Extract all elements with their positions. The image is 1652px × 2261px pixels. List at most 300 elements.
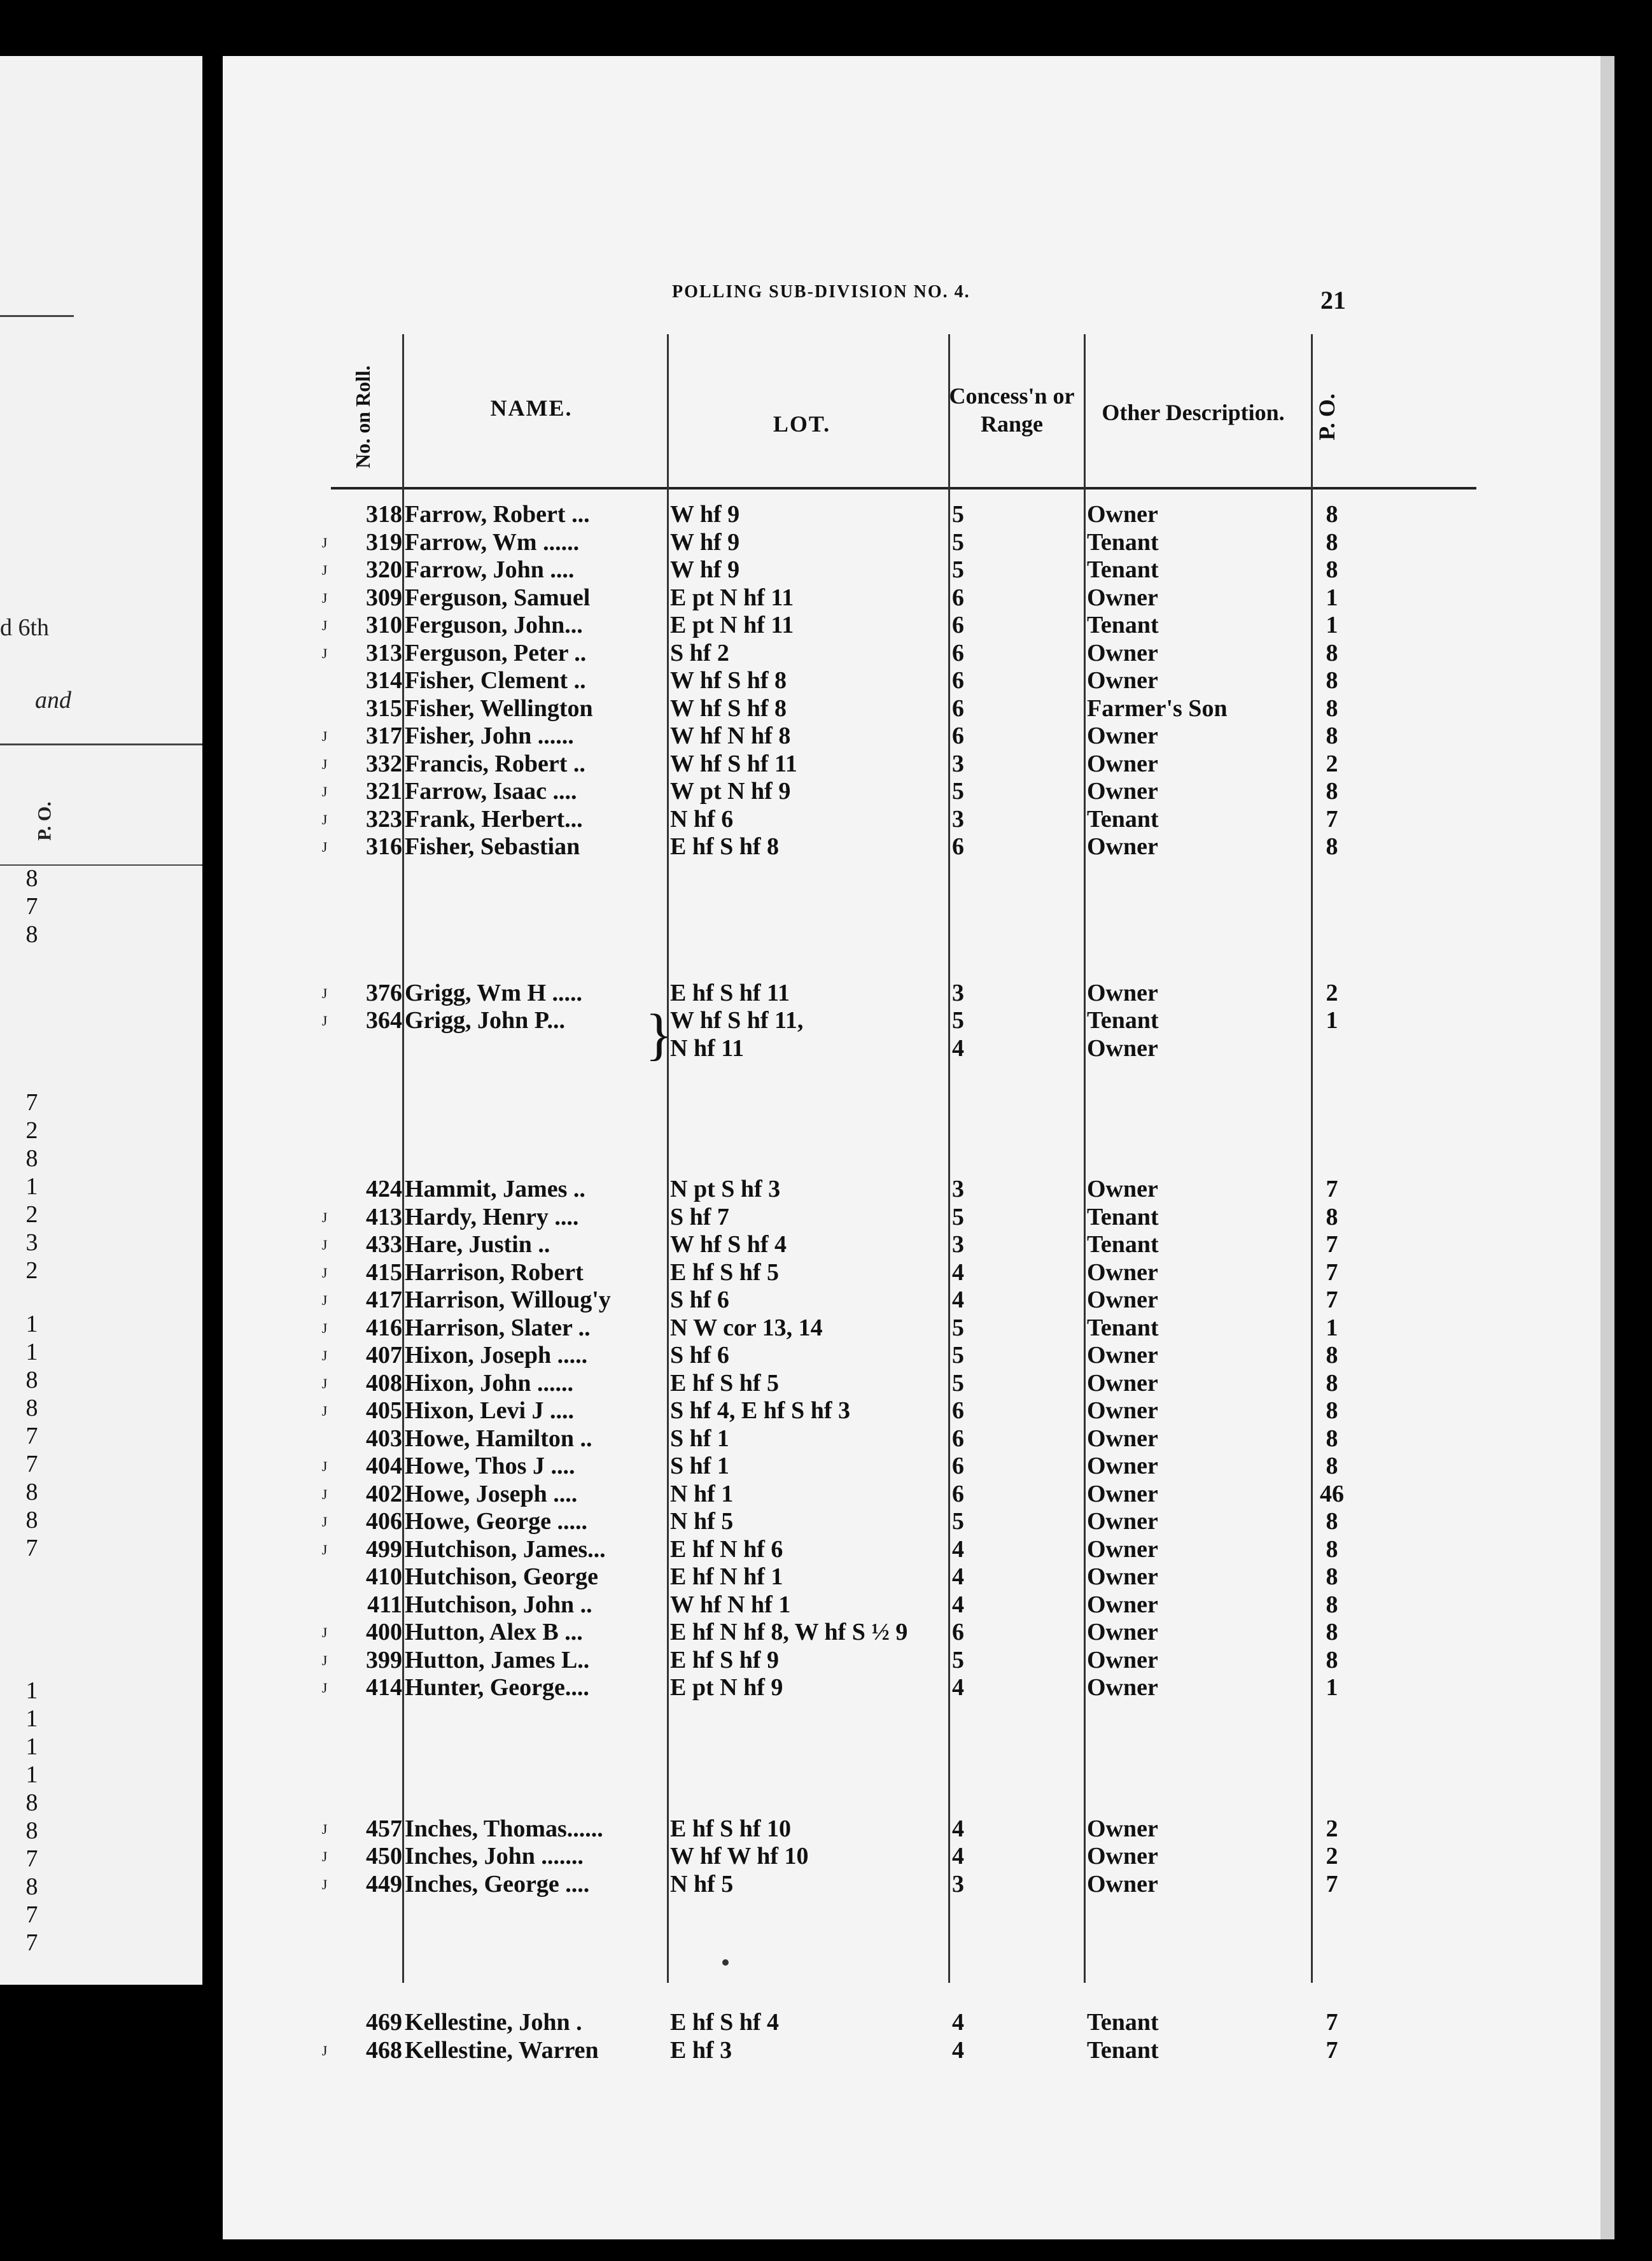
- po-cell: 8: [1326, 1342, 1338, 1369]
- voter-name: Howe, George .....: [405, 1508, 588, 1535]
- table-row: [321, 639, 1476, 668]
- po-cell: 7: [1326, 1258, 1338, 1286]
- description-cell: Tenant: [1087, 528, 1159, 556]
- juror-mark: J: [321, 1403, 328, 1419]
- column-header-other-description: Other Description.: [1102, 400, 1285, 425]
- po-cell: 8: [1326, 833, 1338, 860]
- description-cell: Owner: [1087, 1425, 1158, 1452]
- description-cell: Farmer's Son: [1087, 694, 1228, 722]
- concession-cell: 5: [952, 501, 964, 528]
- voter-name: Farrow, Wm ......: [405, 528, 580, 556]
- roll-number: 332: [366, 750, 402, 777]
- group-spacer: [331, 1062, 1476, 1176]
- voter-name: Harrison, Robert: [405, 1258, 584, 1286]
- lot-cell: S hf 1: [670, 1425, 729, 1452]
- juror-mark: J: [321, 1849, 328, 1864]
- voter-name: Ferguson, Peter ..: [405, 639, 587, 666]
- concession-cell: 6: [952, 833, 964, 860]
- left-page-po-value: 8: [25, 1479, 38, 1505]
- table-row: [321, 1646, 1476, 1675]
- concession-cell: 5: [952, 1646, 964, 1673]
- concession-cell: 5: [952, 1369, 964, 1397]
- lot-cell: S hf 1: [670, 1453, 729, 1479]
- lot-cell: W hf N hf 1: [670, 1591, 791, 1618]
- juror-mark: J: [321, 1292, 328, 1308]
- voter-name: Ferguson, Samuel: [405, 584, 591, 611]
- table-row: [321, 1286, 1476, 1314]
- lot-cell: S hf 4, E hf S hf 3: [670, 1397, 850, 1424]
- concession-cell: 6: [952, 722, 964, 749]
- table-body: [321, 490, 1476, 2064]
- description-cell: Tenant: [1087, 556, 1159, 583]
- left-page-po-value: 1: [25, 1705, 38, 1732]
- roll-number: 399: [366, 1646, 402, 1673]
- left-page-po-value: 8: [25, 1789, 38, 1816]
- description-cell: Owner: [1087, 667, 1158, 694]
- roll-number: 417: [366, 1286, 402, 1313]
- po-cell: 8: [1326, 1425, 1338, 1452]
- voters-roll-table: [321, 334, 1476, 2064]
- roll-number: 315: [366, 694, 402, 722]
- concession-cell: 6: [952, 694, 964, 722]
- roll-number: 405: [366, 1397, 402, 1424]
- lot-cell: W hf 9: [670, 501, 740, 528]
- juror-mark: J: [321, 1876, 328, 1892]
- left-page-po-column: [19, 864, 45, 1957]
- lot-cell: W hf 9: [670, 556, 740, 583]
- lot-cell: E hf 3: [670, 2036, 732, 2064]
- voter-name: Hutton, Alex B ...: [405, 1619, 583, 1645]
- voter-name: Hixon, John ......: [405, 1369, 574, 1397]
- lot-cell: N hf 5: [670, 1508, 734, 1535]
- voter-name: Hixon, Joseph .....: [405, 1342, 588, 1369]
- concession-cell: 4: [952, 2009, 964, 2036]
- description-cell: Owner: [1087, 1342, 1158, 1369]
- left-page-po-value: 2: [25, 1201, 38, 1228]
- voter-name: Hixon, Levi J ....: [405, 1397, 575, 1424]
- po-cell: 46: [1320, 1480, 1344, 1507]
- roll-number: 403: [366, 1425, 402, 1452]
- left-page-po-value: 7: [25, 1535, 38, 1561]
- description-cell: Owner: [1087, 1815, 1158, 1842]
- page-ink-mark: [722, 1959, 729, 1966]
- roll-number: 411: [367, 1591, 402, 1618]
- left-page-po-value: 1: [25, 1339, 38, 1365]
- roll-number: 469: [366, 2009, 402, 2036]
- table-row: [321, 1480, 1476, 1509]
- roll-number: 449: [366, 1870, 402, 1898]
- juror-mark: J: [321, 589, 328, 606]
- left-page-rule: [0, 743, 202, 745]
- voter-name: Hutchison, John ..: [405, 1591, 592, 1618]
- concession-cell: 6: [952, 639, 964, 666]
- po-cell: 1: [1326, 612, 1338, 638]
- po-cell: 8: [1326, 667, 1338, 694]
- description-cell: Owner: [1087, 1843, 1158, 1870]
- column-header-roll: No. on Roll.: [351, 365, 374, 468]
- po-cell: 8: [1326, 1453, 1338, 1479]
- roll-number: 364: [366, 1007, 402, 1034]
- table-row: [321, 1453, 1476, 1481]
- grouping-brace: }: [645, 1003, 673, 1066]
- table-row: [321, 1508, 1476, 1536]
- lot-cell: E pt N hf 11: [670, 612, 794, 638]
- description-cell: Owner: [1087, 1646, 1158, 1673]
- description-cell: Owner: [1087, 722, 1158, 749]
- po-cell: 8: [1326, 1508, 1338, 1535]
- table-row: [321, 778, 1476, 806]
- concession-cell: 3: [952, 750, 964, 777]
- po-cell: 1: [1326, 1674, 1338, 1701]
- concession-cell: 3: [952, 805, 964, 833]
- lot-cell: N pt S hf 3: [670, 1176, 781, 1202]
- table-row: [321, 1231, 1476, 1259]
- letter-group: [321, 1176, 1476, 1702]
- table-row: [321, 1397, 1476, 1425]
- description-cell: Owner: [1087, 584, 1158, 611]
- lot-cell: S hf 6: [670, 1286, 729, 1313]
- lot-cell: N hf 1: [670, 1480, 734, 1507]
- po-cell: 8: [1326, 639, 1338, 666]
- voter-name: Inches, George ....: [405, 1870, 590, 1898]
- concession-cell: 6: [952, 667, 964, 694]
- description-cell: Owner: [1087, 1508, 1158, 1535]
- description-cell: Owner: [1087, 750, 1158, 777]
- juror-mark: J: [321, 1680, 328, 1696]
- roll-number: 415: [366, 1258, 402, 1286]
- description-cell: Owner: [1087, 1034, 1158, 1062]
- juror-mark: J: [321, 1652, 328, 1668]
- left-page-po-value: 7: [25, 893, 38, 920]
- concession-cell: 3: [952, 979, 964, 1006]
- juror-mark: J: [321, 985, 328, 1001]
- voter-name: Farrow, Robert ...: [405, 501, 590, 528]
- table-row: [331, 667, 1476, 695]
- juror-mark: J: [321, 1013, 328, 1029]
- column-header-po: P. O.: [1314, 393, 1340, 440]
- po-cell: 1: [1326, 1007, 1338, 1034]
- po-cell: 1: [1326, 584, 1338, 611]
- roll-number: 310: [366, 612, 402, 638]
- table-row: [321, 1815, 1476, 1843]
- roll-number: 404: [366, 1453, 402, 1479]
- description-cell: Owner: [1087, 1286, 1158, 1313]
- lot-cell: S hf 7: [670, 1203, 729, 1230]
- table-row: [321, 1258, 1476, 1287]
- po-cell: 8: [1326, 1535, 1338, 1563]
- description-cell: Owner: [1087, 833, 1158, 860]
- roll-number: 433: [366, 1231, 402, 1258]
- concession-cell: 6: [952, 1619, 964, 1645]
- lot-cell: N W cor 13, 14: [670, 1314, 823, 1341]
- juror-mark: J: [321, 728, 328, 744]
- table-row: [321, 1203, 1476, 1232]
- voter-name: Harrison, Willoug'y: [405, 1286, 611, 1313]
- table-row: [321, 1619, 1476, 1647]
- description-cell: Owner: [1087, 1480, 1158, 1507]
- juror-mark: J: [321, 1624, 328, 1640]
- table-row: [321, 1314, 1476, 1342]
- lot-cell: W hf S hf 4: [670, 1231, 787, 1258]
- left-page-text: and: [35, 687, 71, 714]
- po-cell: 7: [1326, 1870, 1338, 1898]
- voter-name: Fisher, Sebastian: [405, 833, 580, 860]
- juror-mark: J: [321, 562, 328, 578]
- voter-name: Howe, Thos J ....: [405, 1453, 575, 1479]
- concession-cell: 6: [952, 1397, 964, 1424]
- voter-name: Hardy, Henry ....: [405, 1203, 579, 1230]
- left-page-po-header: P. O.: [34, 801, 55, 841]
- description-cell: Tenant: [1087, 2009, 1159, 2036]
- concession-cell: 5: [952, 528, 964, 556]
- description-cell: Owner: [1087, 979, 1158, 1006]
- group-spacer: [331, 1898, 1476, 2009]
- voter-name: Grigg, Wm H .....: [405, 979, 583, 1006]
- table-row: [321, 1369, 1476, 1398]
- roll-number: 414: [366, 1674, 402, 1701]
- left-page-po-value: 1: [25, 1761, 38, 1788]
- concession-cell: 6: [952, 612, 964, 638]
- table-row: [331, 1035, 1476, 1063]
- page-number: 21: [1320, 286, 1346, 314]
- voter-name: Fisher, Clement ..: [405, 667, 586, 694]
- voter-name: Grigg, John P...: [405, 1007, 565, 1034]
- lot-cell: E hf S hf 5: [670, 1258, 780, 1286]
- description-cell: Tenant: [1087, 1203, 1159, 1230]
- juror-mark: J: [321, 756, 328, 772]
- lot-cell: N hf 6: [670, 805, 734, 833]
- roll-number: 314: [366, 667, 402, 694]
- table-row: [331, 1176, 1476, 1204]
- voter-name: Harrison, Slater ..: [405, 1314, 591, 1341]
- concession-cell: 5: [952, 1007, 964, 1034]
- left-page-po-value: 7: [25, 1423, 38, 1449]
- voter-name: Farrow, John ....: [405, 556, 575, 583]
- table-header: [331, 334, 1476, 490]
- table-row: [331, 1425, 1476, 1453]
- voter-name: Inches, John .......: [405, 1843, 584, 1870]
- juror-mark: J: [321, 1209, 328, 1225]
- po-cell: 8: [1326, 1619, 1338, 1645]
- lot-cell: E hf N hf 1: [670, 1563, 783, 1590]
- roll-number: 320: [366, 556, 402, 583]
- roll-number: 406: [366, 1508, 402, 1535]
- left-page-po-value: 8: [25, 1507, 38, 1533]
- voter-name: Hutton, James L..: [405, 1646, 590, 1673]
- description-cell: Owner: [1087, 1619, 1158, 1645]
- left-page-po-value: 8: [25, 921, 38, 948]
- table-row: [321, 528, 1476, 557]
- concession-cell: 4: [952, 1843, 964, 1870]
- description-cell: Tenant: [1087, 1314, 1159, 1341]
- description-cell: Owner: [1087, 1453, 1158, 1479]
- roll-number: 402: [366, 1480, 402, 1507]
- lot-cell: W hf N hf 8: [670, 722, 791, 749]
- voter-name: Howe, Joseph ....: [405, 1480, 578, 1507]
- lot-cell: E hf S hf 8: [670, 833, 780, 860]
- left-page-po-value: 7: [25, 1089, 38, 1116]
- concession-cell: 4: [952, 1535, 964, 1563]
- lot-cell: E pt N hf 9: [670, 1674, 783, 1701]
- letter-group: [321, 979, 1476, 1066]
- lot-cell: E pt N hf 11: [670, 584, 794, 611]
- concession-cell: 3: [952, 1870, 964, 1898]
- po-cell: 8: [1326, 1203, 1338, 1230]
- concession-cell: 4: [952, 1034, 964, 1062]
- concession-cell: 4: [952, 1674, 964, 1701]
- roll-number: 319: [366, 528, 402, 556]
- juror-mark: J: [321, 1514, 328, 1530]
- concession-cell: 5: [952, 556, 964, 583]
- description-cell: Tenant: [1087, 1231, 1159, 1258]
- po-cell: 8: [1326, 1646, 1338, 1673]
- table-row: [321, 612, 1476, 640]
- roll-number: 410: [366, 1563, 402, 1590]
- left-page-po-value: 1: [25, 1733, 38, 1760]
- left-page-po-value: 2: [25, 1257, 38, 1284]
- po-cell: 2: [1326, 979, 1338, 1006]
- voter-name: Hammit, James ..: [405, 1176, 585, 1202]
- roll-number: 424: [366, 1176, 402, 1202]
- left-page-po-value: 2: [25, 1117, 38, 1144]
- po-cell: 8: [1326, 556, 1338, 583]
- letter-group: [321, 2009, 1476, 2064]
- roll-number: 309: [366, 584, 402, 611]
- table-row: [321, 833, 1476, 861]
- roll-number: 413: [366, 1203, 402, 1230]
- roll-number: 376: [366, 979, 402, 1006]
- concession-cell: 3: [952, 1231, 964, 1258]
- left-page-po-value: 8: [25, 1367, 38, 1393]
- po-cell: 8: [1326, 501, 1338, 528]
- description-cell: Tenant: [1087, 2036, 1159, 2064]
- letter-group: [321, 1815, 1476, 1899]
- table-row: [321, 722, 1476, 750]
- table-row: [321, 1342, 1476, 1370]
- roll-number: 468: [366, 2036, 402, 2064]
- lot-cell: E hf S hf 10: [670, 1815, 792, 1842]
- table-row: [321, 556, 1476, 584]
- lot-cell: W hf S hf 11,: [670, 1007, 804, 1034]
- roll-number: 457: [366, 1815, 402, 1842]
- concession-cell: 5: [952, 1203, 964, 1230]
- po-cell: 2: [1326, 1843, 1338, 1870]
- table-row: [331, 501, 1476, 529]
- juror-mark: J: [321, 1821, 328, 1837]
- voter-name: Hutchison, George: [405, 1563, 598, 1590]
- description-cell: Tenant: [1087, 805, 1159, 833]
- roll-number: 313: [366, 639, 402, 666]
- left-page-po-value: 1: [25, 1173, 38, 1200]
- description-cell: Owner: [1087, 1535, 1158, 1563]
- po-cell: 7: [1326, 805, 1338, 833]
- description-cell: Owner: [1087, 1563, 1158, 1590]
- description-cell: Owner: [1087, 639, 1158, 666]
- left-page-po-value: 8: [25, 1873, 38, 1900]
- lot-cell: W hf S hf 11: [670, 750, 797, 777]
- concession-cell: 6: [952, 1453, 964, 1479]
- table-row: [321, 979, 1476, 1008]
- table-row: [321, 1870, 1476, 1899]
- juror-mark: J: [321, 1237, 328, 1253]
- lot-cell: W hf S hf 8: [670, 667, 787, 694]
- lot-cell: W pt N hf 9: [670, 778, 791, 805]
- description-cell: Tenant: [1087, 612, 1159, 638]
- po-cell: 7: [1326, 1231, 1338, 1258]
- po-cell: 1: [1326, 1314, 1338, 1341]
- roll-number: 321: [366, 778, 402, 805]
- roll-number: 400: [366, 1619, 402, 1645]
- left-page-po-value: 8: [25, 1145, 38, 1172]
- description-cell: Owner: [1087, 1369, 1158, 1397]
- juror-mark: J: [321, 645, 328, 661]
- table-row: [331, 1563, 1476, 1591]
- po-cell: 7: [1326, 2036, 1338, 2064]
- po-cell: 8: [1326, 1563, 1338, 1590]
- table-row: [321, 584, 1476, 612]
- po-cell: 7: [1326, 1286, 1338, 1313]
- po-cell: 8: [1326, 778, 1338, 805]
- voter-name: Howe, Hamilton ..: [405, 1425, 592, 1452]
- group-spacer: [331, 1702, 1476, 1815]
- juror-mark: J: [321, 1541, 328, 1558]
- lot-cell: W hf S hf 8: [670, 694, 787, 722]
- juror-mark: J: [321, 1320, 328, 1336]
- voter-name: Hare, Justin ..: [405, 1231, 550, 1258]
- roll-number: 317: [366, 722, 402, 749]
- po-cell: 7: [1326, 1176, 1338, 1202]
- concession-cell: 5: [952, 1342, 964, 1369]
- roll-number: 499: [366, 1535, 402, 1563]
- left-page-fragment: [0, 56, 202, 1985]
- left-page-po-value: 7: [25, 1901, 38, 1928]
- table-row: [331, 695, 1476, 723]
- group-spacer: [331, 490, 1476, 501]
- left-page-po-value: 8: [25, 1817, 38, 1844]
- left-page-po-value: 8: [25, 865, 38, 892]
- left-page-po-value: 3: [25, 1229, 38, 1256]
- table-row: [321, 805, 1476, 834]
- concession-cell: 6: [952, 1480, 964, 1507]
- description-cell: Owner: [1087, 1258, 1158, 1286]
- concession-cell: 4: [952, 1563, 964, 1590]
- table-row: [321, 1674, 1476, 1702]
- left-page-po-value: 8: [25, 1395, 38, 1421]
- voter-name: Inches, Thomas......: [405, 1815, 603, 1842]
- description-cell: Tenant: [1087, 1007, 1159, 1034]
- description-cell: Owner: [1087, 1397, 1158, 1424]
- description-cell: Owner: [1087, 1176, 1158, 1202]
- roll-number: 416: [366, 1314, 402, 1341]
- lot-cell: N hf 11: [670, 1034, 745, 1062]
- table-row: [321, 2036, 1476, 2065]
- voter-name: Kellestine, John .: [405, 2009, 582, 2036]
- lot-cell: E hf S hf 9: [670, 1646, 780, 1673]
- juror-mark: J: [321, 1375, 328, 1391]
- table-row: [331, 2009, 1476, 2037]
- po-cell: 8: [1326, 694, 1338, 722]
- table-row: [321, 1535, 1476, 1564]
- lot-cell: N hf 5: [670, 1870, 734, 1898]
- juror-mark: J: [321, 1264, 328, 1281]
- voter-name: Kellestine, Warren: [405, 2036, 599, 2064]
- roll-number: 450: [366, 1843, 402, 1870]
- voter-name: Hutchison, James...: [405, 1535, 606, 1563]
- concession-cell: 5: [952, 1508, 964, 1535]
- juror-mark: J: [321, 1348, 328, 1363]
- left-page-po-value: 7: [25, 1929, 38, 1956]
- letter-group: [321, 501, 1476, 861]
